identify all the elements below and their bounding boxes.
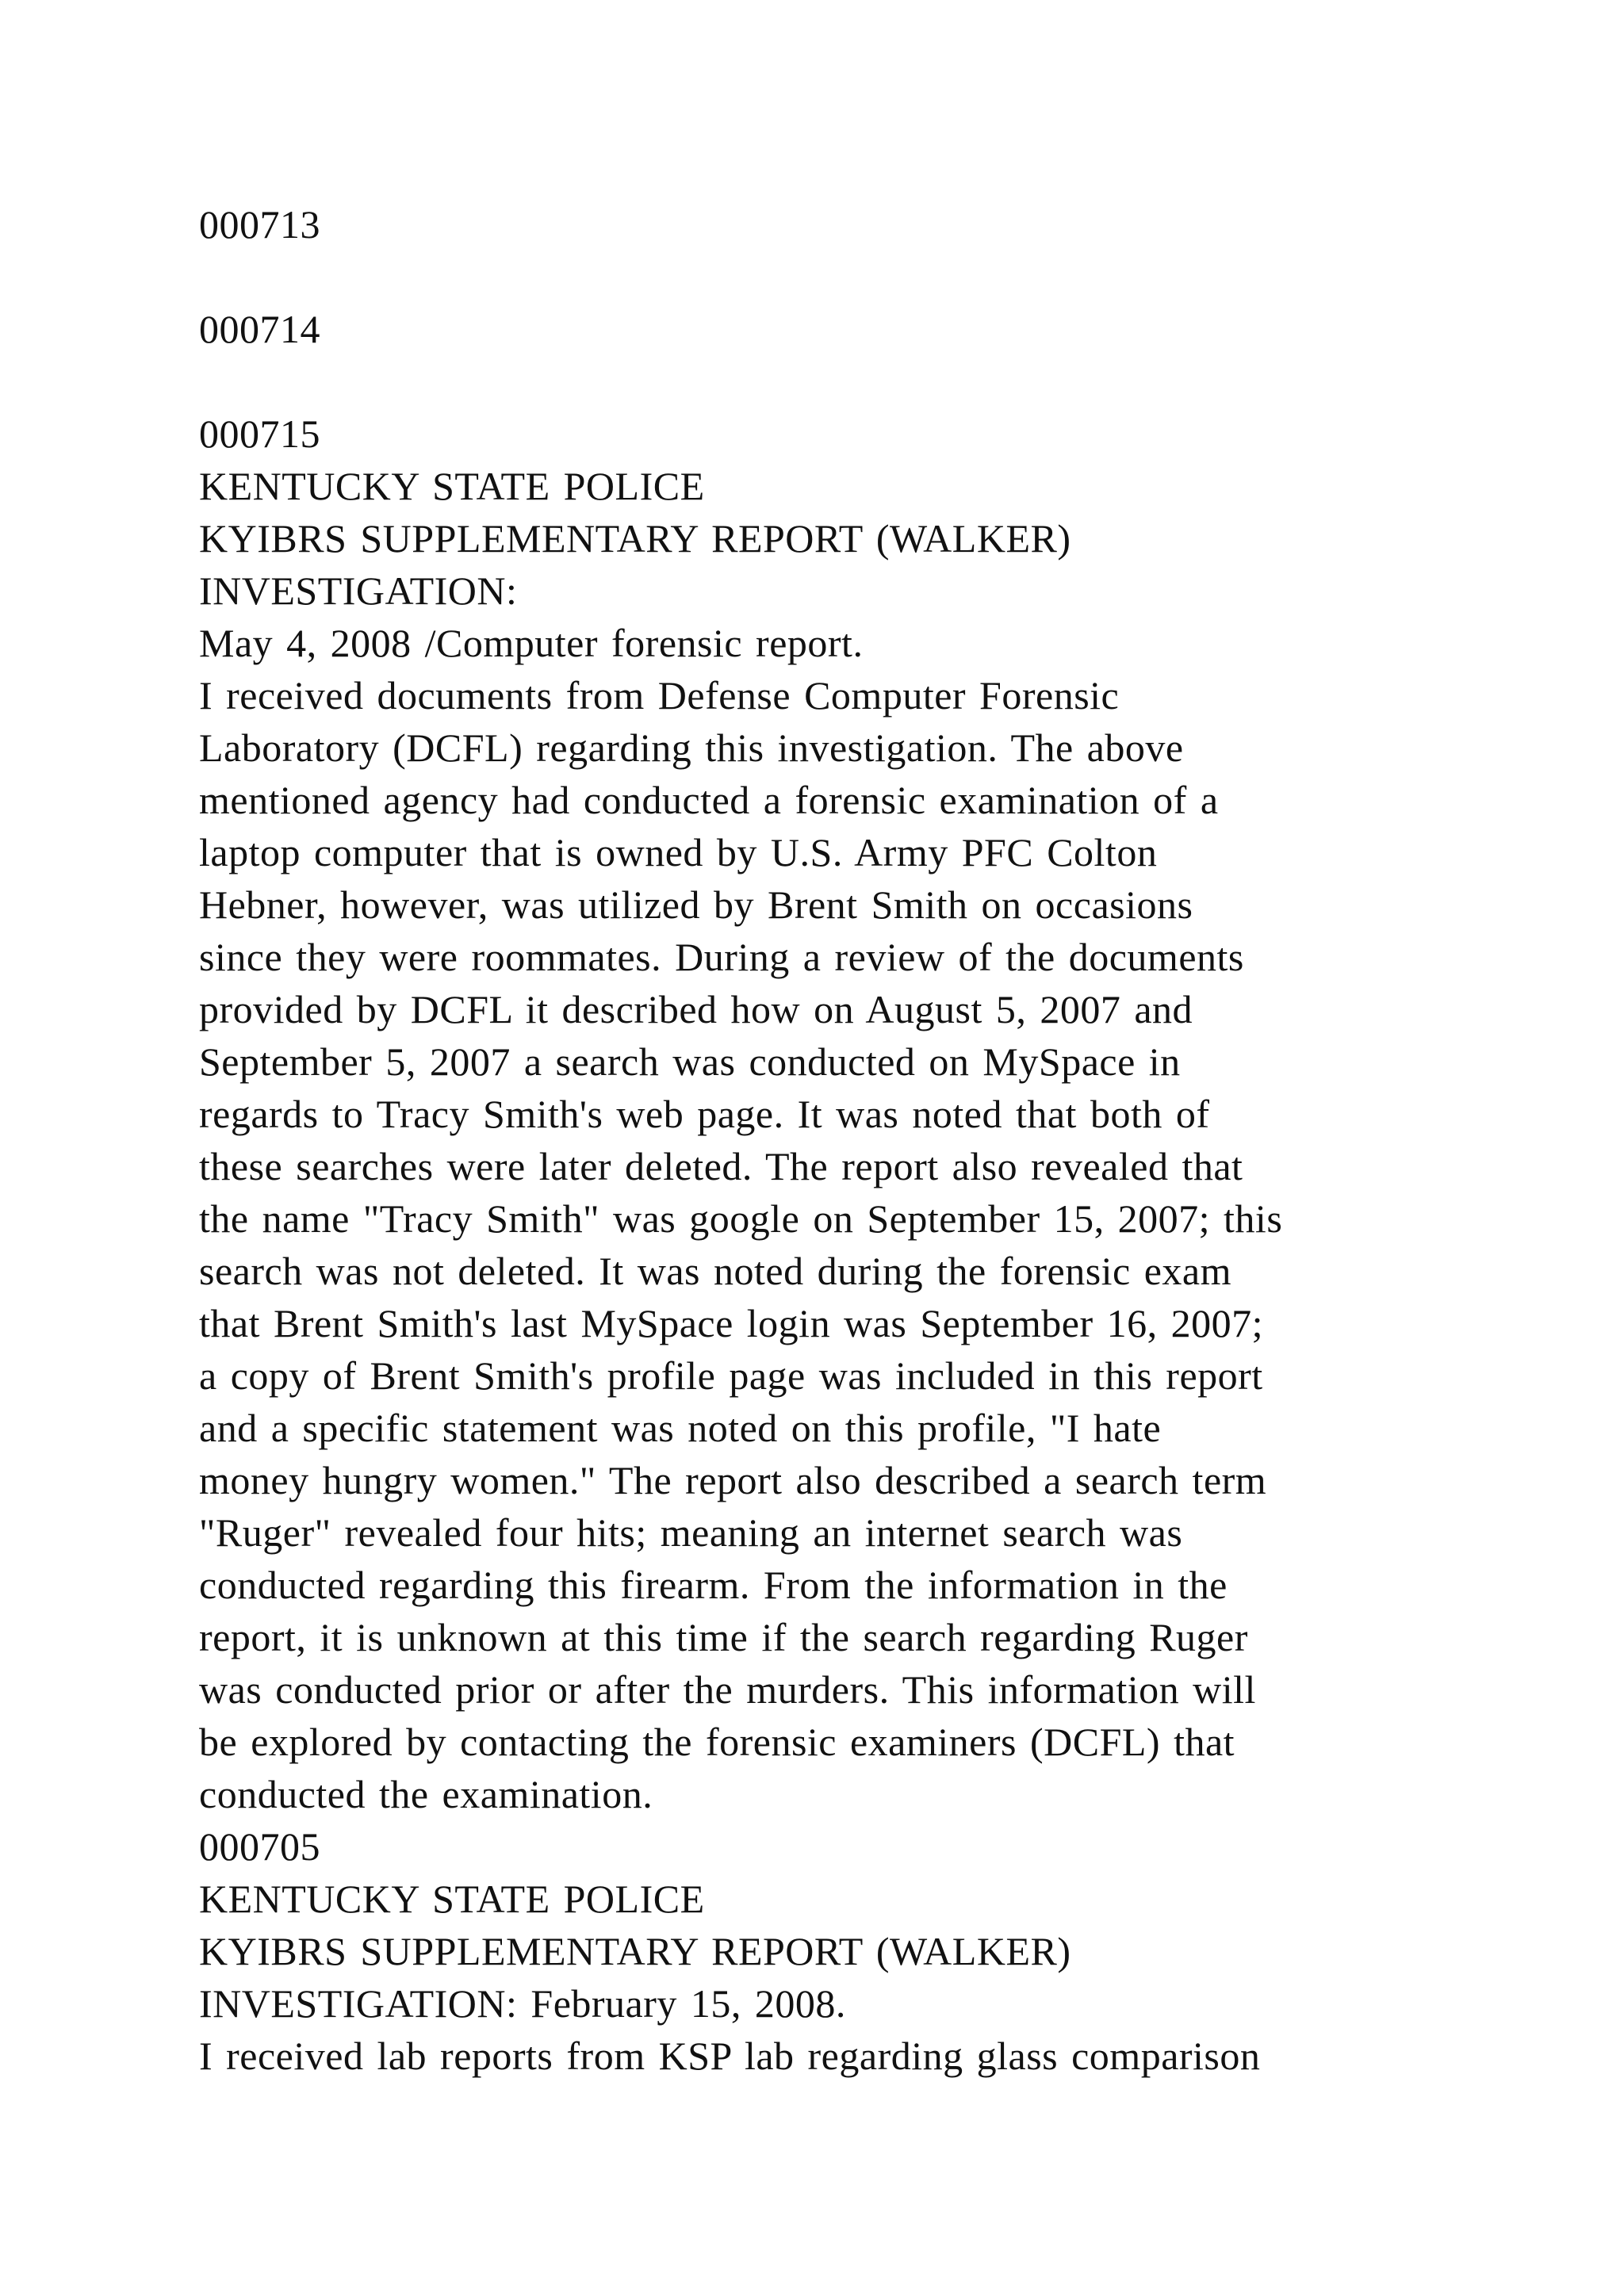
body-text-line: these searches were later deleted. The report also revealed that — [199, 1144, 1243, 1188]
section-label: INVESTIGATION: February 15, 2008. — [199, 1981, 846, 2026]
body-text-line: the name "Tracy Smith" was google on September 15, 2007; this — [199, 1196, 1283, 1241]
agency-heading: KENTUCKY STATE POLICE — [199, 464, 705, 508]
body-text-line: that Brent Smith's last MySpace login was September 16, 2007; — [199, 1301, 1264, 1345]
body-text-line: provided by DCFL it described how on August 5, 2007 and — [199, 987, 1193, 1031]
body-text-line: I received documents from Defense Computer Forensic — [199, 673, 1120, 718]
body-text-line: Laboratory (DCFL) regarding this investigation. The above — [199, 725, 1184, 770]
section-label: INVESTIGATION: — [199, 568, 518, 613]
body-text-line: mentioned agency had conducted a forensic examination of a — [199, 778, 1219, 822]
agency-heading: KENTUCKY STATE POLICE — [199, 1877, 705, 1921]
body-text-line: money hungry women." The report also described a search term — [199, 1458, 1267, 1502]
body-text-line: conducted the examination. — [199, 1772, 653, 1816]
body-text-line: search was not deleted. It was noted during the forensic exam — [199, 1249, 1232, 1293]
bates-number: 000715 — [199, 411, 320, 456]
body-text-line: regards to Tracy Smith's web page. It was noted that both of — [199, 1092, 1210, 1136]
report-title: KYIBRS SUPPLEMENTARY REPORT (WALKER) — [199, 516, 1071, 561]
body-text-line: and a specific statement was noted on this profile, "I hate — [199, 1406, 1162, 1450]
bates-number: 000714 — [199, 307, 320, 351]
body-text-line: "Ruger" revealed four hits; meaning an internet search was — [199, 1510, 1183, 1555]
body-text-line: be explored by contacting the forensic examiners (DCFL) that — [199, 1720, 1235, 1764]
body-text-line: September 5, 2007 a search was conducted on MySpace in — [199, 1039, 1181, 1084]
entry-date-line: May 4, 2008 /Computer forensic report. — [199, 621, 864, 665]
body-text-line: a copy of Brent Smith's profile page was included in this report — [199, 1353, 1263, 1398]
body-text-line: was conducted prior or after the murders. This information will — [199, 1667, 1256, 1712]
body-text-line: I received lab reports from KSP lab regarding glass comparison — [199, 2034, 1261, 2078]
report-title: KYIBRS SUPPLEMENTARY REPORT (WALKER) — [199, 1929, 1071, 1973]
bates-number: 000713 — [199, 202, 320, 247]
body-text-line: report, it is unknown at this time if the search regarding Ruger — [199, 1615, 1248, 1659]
body-text-line: laptop computer that is owned by U.S. Army PFC Colton — [199, 830, 1158, 874]
body-text-line: conducted regarding this firearm. From the information in the — [199, 1563, 1228, 1607]
bates-number: 000705 — [199, 1824, 320, 1869]
body-text-line: Hebner, however, was utilized by Brent Smith on occasions — [199, 882, 1193, 927]
body-text-line: since they were roommates. During a review of the documents — [199, 935, 1244, 979]
